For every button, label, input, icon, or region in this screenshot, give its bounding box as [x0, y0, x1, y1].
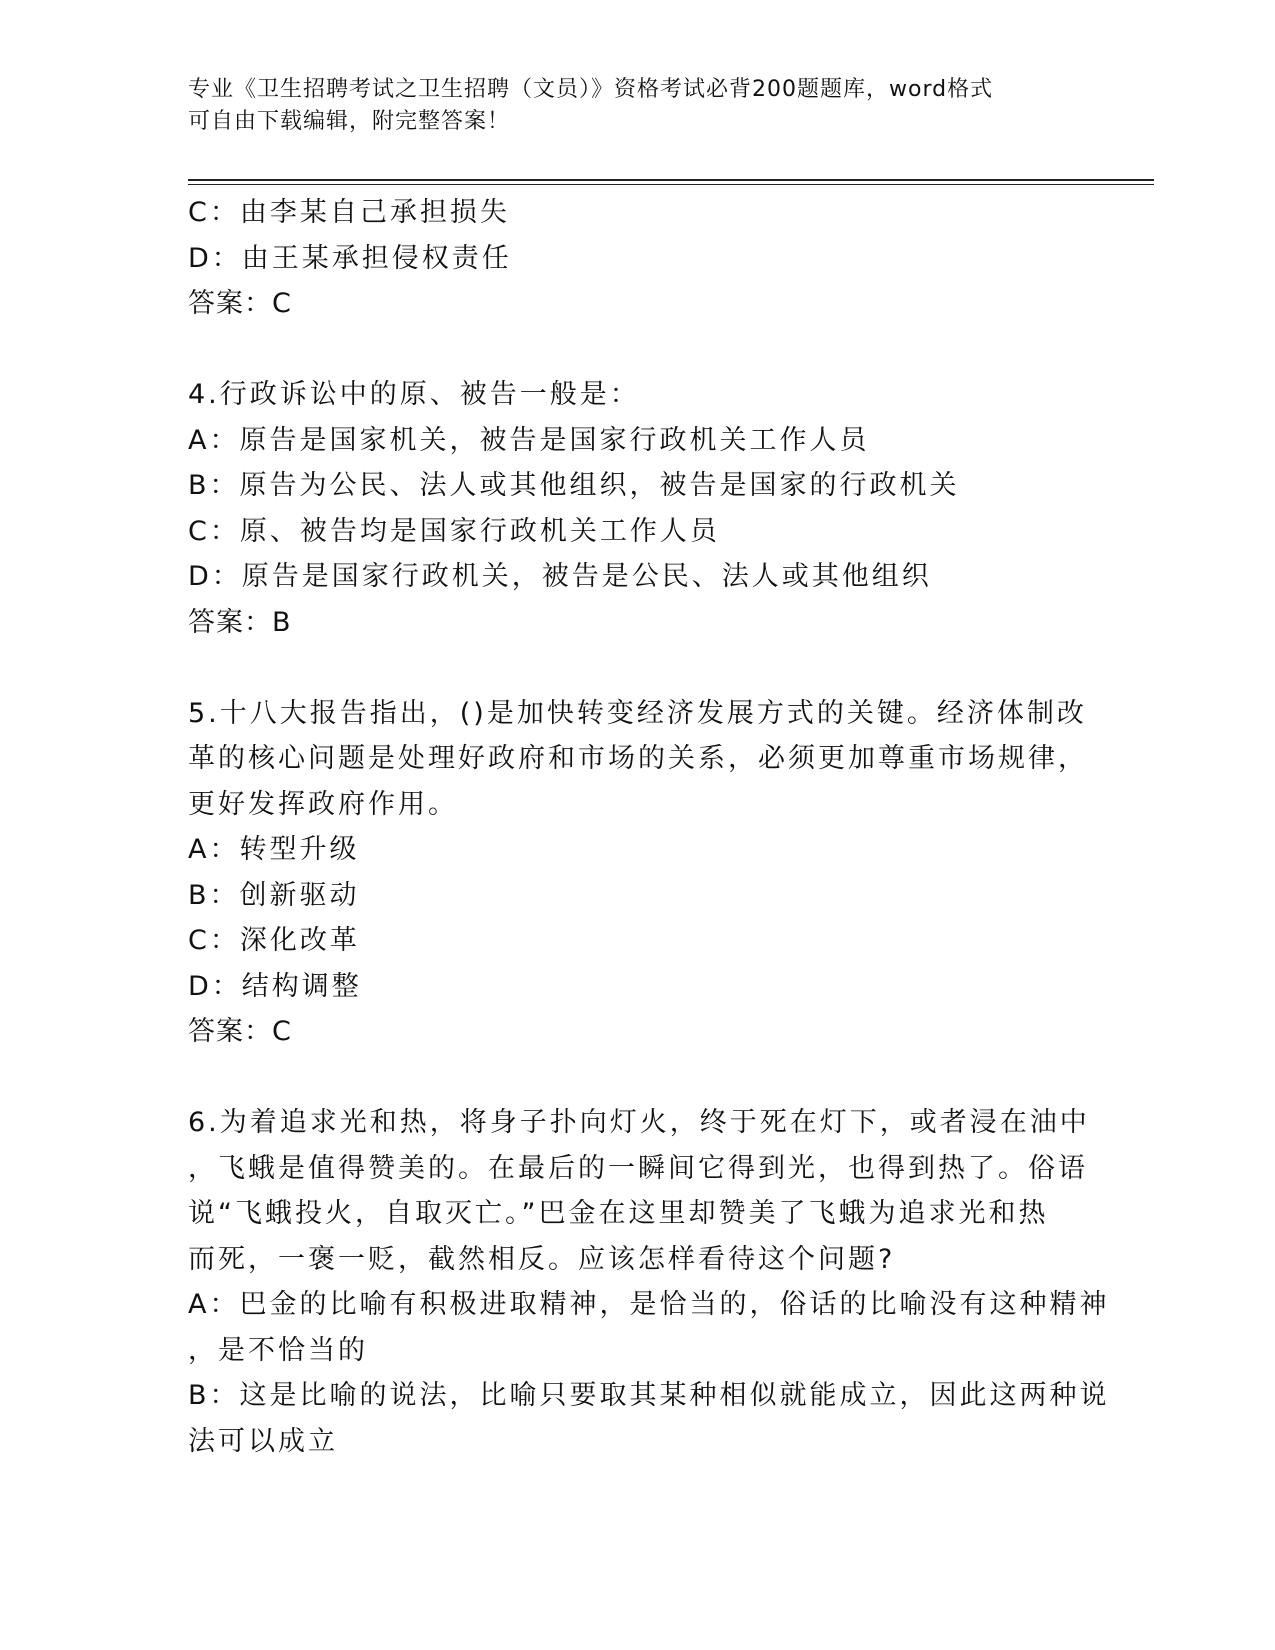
question-6-stem-line-3: 说“飞蛾投火，自取灭亡。”巴金在这里却赞美了飞蛾为追求光和热 [188, 1198, 1049, 1229]
question-6-option-a-line-1: A：巴金的比喻有积极进取精神，是恰当的，俗话的比喻没有这种精神 [188, 1289, 1110, 1320]
question-5-option-b: B：创新驱动 [188, 879, 360, 911]
question-6 [188, 1100, 1110, 1464]
document-header [188, 74, 1068, 138]
question-4 [188, 372, 1088, 645]
question-6-stem-line-2: ，飞蛾是值得赞美的。在最后的一瞬间它得到光，也得到热了。俗语 [188, 1152, 1088, 1184]
question-5-stem-line-3: 更好发挥政府作用。 [188, 788, 458, 820]
document-title-line-1: 专业《卫生招聘考试之卫生招聘（文员）》资格考试必背200题题库，word格式 [188, 77, 994, 102]
question-4-option-b: B：原告为公民、法人或其他组织，被告是国家的行政机关 [188, 470, 960, 501]
question-4-answer: 答案：B [188, 606, 292, 638]
question-5-stem-line-1: 5.十八大报告指出，()是加快转变经济发展方式的关键。经济体制改 [188, 697, 1087, 729]
question-3-fragment [188, 190, 1088, 327]
question-6-stem-line-1: 6.为着追求光和热，将身子扑向灯火，终于死在灯下，或者浸在油中 [188, 1107, 1090, 1138]
question-4-stem: 4.行政诉讼中的原、被告一般是： [188, 379, 640, 410]
question-6-stem-line-4: 而死，一褒一贬，截然相反。应该怎样看待这个问题? [188, 1243, 896, 1275]
question-4-option-c: C：原、被告均是国家行政机关工作人员 [188, 515, 720, 547]
question-5 [188, 691, 1088, 1055]
question-5-option-a: A：转型升级 [188, 834, 360, 865]
question-4-option-a: A：原告是国家机关，被告是国家行政机关工作人员 [188, 424, 870, 456]
spacer [188, 1055, 1088, 1101]
question-3-option-c: C：由李某自己承担损失 [188, 197, 510, 228]
spacer [188, 327, 1088, 373]
question-5-stem-line-2: 革的核心问题是处理好政府和市场的关系，必须更加尊重市场规律， [188, 743, 1088, 774]
question-5-answer: 答案：C [188, 1016, 292, 1047]
question-6-option-b-line-2: 法可以成立 [188, 1425, 338, 1457]
question-5-option-c: C：深化改革 [188, 925, 360, 956]
header-divider [188, 179, 1154, 185]
question-3-answer: 答案：C [188, 288, 292, 319]
question-6-option-b-line-1: B：这是比喻的说法，比喻只要取其某种相似就能成立，因此这两种说 [188, 1380, 1110, 1411]
question-3-option-d: D：由王某承担侵权责任 [188, 242, 512, 274]
question-content [188, 190, 1110, 1464]
question-4-option-d: D：原告是国家行政机关，被告是公民、法人或其他组织 [188, 561, 932, 592]
spacer [188, 645, 1088, 691]
document-title-line-2: 可自由下载编辑，附完整答案！ [188, 109, 511, 134]
question-5-option-d: D：结构调整 [188, 970, 362, 1002]
question-6-option-a-line-2: ，是不恰当的 [188, 1334, 368, 1366]
